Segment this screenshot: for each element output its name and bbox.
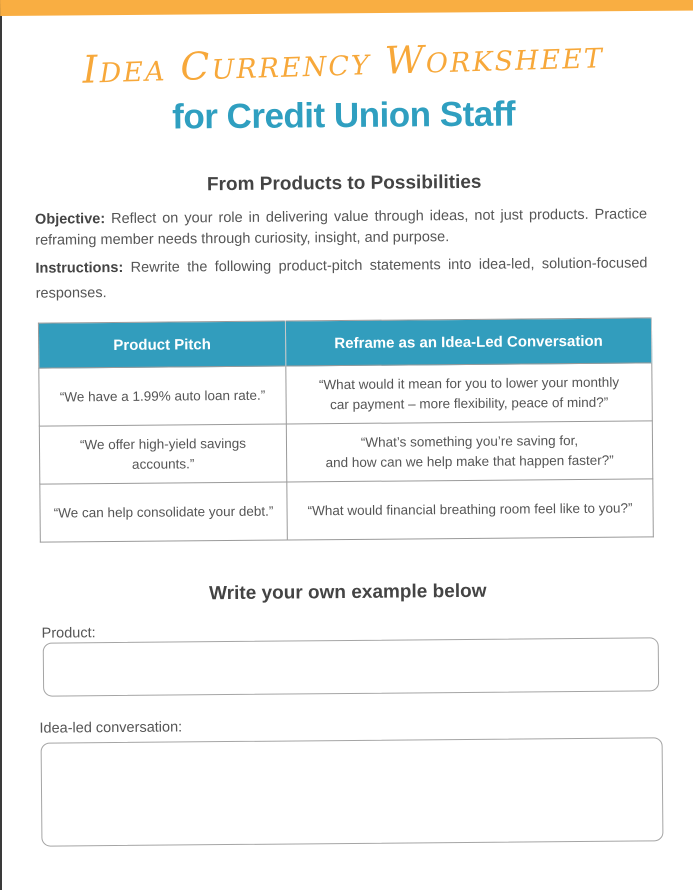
section-heading-possibilities: From Products to Possibilities — [206, 171, 482, 196]
reframe-line: and how can we help make that happen faster?” — [325, 452, 614, 470]
reframe-cell — [286, 363, 652, 424]
pitch-cell: “We have a 1.99% auto loan rate.” — [39, 366, 286, 426]
column-header-product-pitch: Product Pitch — [38, 321, 285, 368]
instructions-label: Instructions: — [35, 259, 124, 277]
worksheet-title: Idea Currency Worksheet — [81, 32, 605, 92]
conversation-textarea[interactable] — [41, 737, 664, 846]
objective-text: Reflect on your role in delivering value through ideas, not just products. Practice reframing member needs through curiosity, insight, and purpose. — [35, 206, 648, 249]
instructions-paragraph — [35, 251, 647, 306]
product-input[interactable] — [43, 637, 659, 696]
table-row — [40, 479, 653, 542]
reframe-line: “What would financial breathing room feel like to you?” — [307, 500, 633, 518]
section-heading-own-example: Write your own example below — [209, 580, 487, 605]
instructions-text: Rewrite the following product-pitch statements into idea-led, solution-focused responses. — [35, 255, 648, 302]
pitch-cell: “We offer high-yield savings accounts.” — [39, 424, 286, 484]
reframe-line: “What’s something you’re saving for, — [360, 432, 579, 450]
worksheet-subtitle: for Credit Union Staff — [172, 94, 516, 137]
reframe-cell — [286, 421, 652, 482]
table-header-row — [38, 318, 651, 368]
product-label: Product: — [41, 625, 96, 642]
table-row — [39, 363, 652, 426]
objective-label: Objective: — [34, 211, 106, 228]
pitch-cell: “We can help consolidate your debt.” — [40, 482, 287, 542]
objective-paragraph — [35, 204, 647, 251]
table-row — [39, 421, 652, 484]
reframe-cell — [287, 479, 653, 540]
reframe-line: “What would it mean for you to lower your monthly — [318, 374, 620, 392]
pitch-reframe-table — [38, 317, 654, 542]
reframe-line: car payment – more flexibility, peace of mind?” — [330, 394, 609, 412]
column-header-reframe: Reframe as an Idea-Led Conversation — [285, 318, 651, 366]
conversation-label: Idea-led conversation: — [39, 719, 183, 737]
